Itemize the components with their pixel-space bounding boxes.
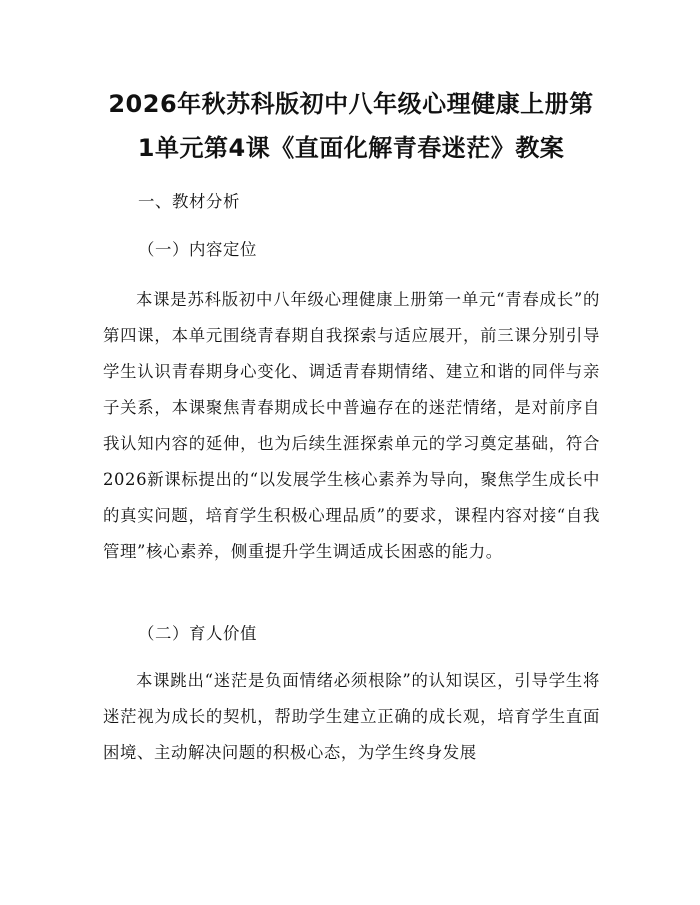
title-line-2: 1单元第4课《直面化解青春迷茫》教案 bbox=[137, 134, 565, 162]
paragraph-1-text: 本课是苏科版初中八年级心理健康上册第一单元“青春成长”的第四课，本单元围绕青春期自我探索与适应展开，前三课分别引导学生认识青春期身心变化、调适青春期情绪、建立和谐的同伴与亲子关系，本课聚焦青春期成长中普遍存在的迷茫情绪，是对前序自我认知内容的延伸，也为后续生涯探索单元的学习奠定基础，符合2026新课标提出的“以发展学生核心素养为导向，聚焦学生成长中的真实问题，培育学生积极心理品质”的要求，课程内容对接“自我管理”核心素养，侧重提升学生调适成长困惑的能力。 bbox=[103, 290, 600, 561]
paragraph-2-text: 本课跳出“迷茫是负面情绪必须根除”的认知误区，引导学生将迷茫视为成长的契机，帮助学生建立正确的成长观，培育学生直面困境、主动解决问题的积极心态，为学生终身发展 bbox=[103, 671, 600, 762]
subsection-heading-content-positioning: （一）内容定位 bbox=[138, 240, 257, 259]
paragraph-content-positioning bbox=[103, 282, 600, 570]
section-heading-textbook-analysis: 一、教材分析 bbox=[138, 192, 240, 211]
subsection-heading-educational-value: （二）育人价值 bbox=[138, 624, 257, 643]
title-line-1: 2026年秋苏科版初中八年级心理健康上册第 bbox=[108, 90, 594, 118]
document-title bbox=[96, 82, 606, 170]
paragraph-educational-value bbox=[103, 663, 600, 771]
